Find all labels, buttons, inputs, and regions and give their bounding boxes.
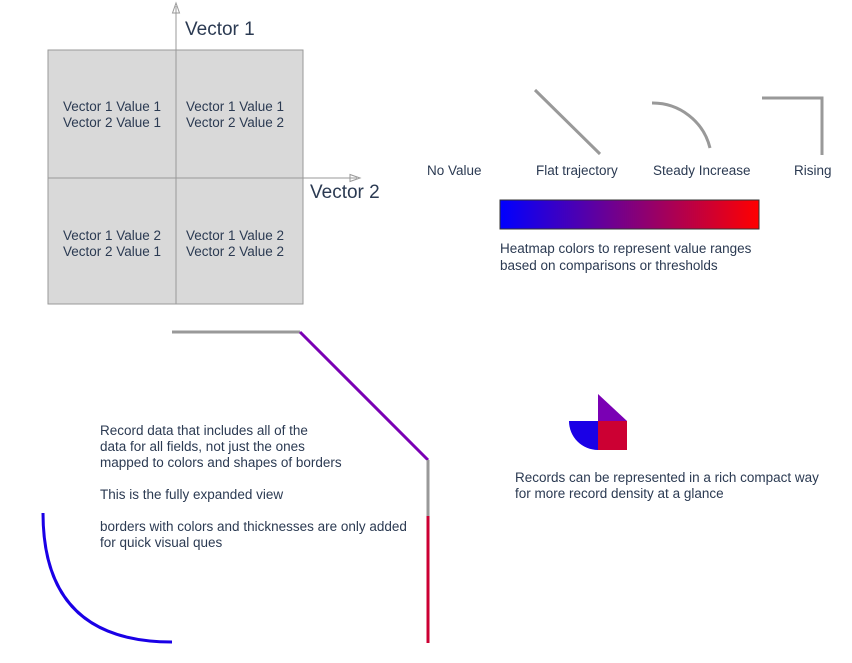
compact-caption-line-2: for more record density at a glance	[515, 486, 724, 501]
curve-icon	[652, 103, 710, 148]
quadrant-bottom-right	[186, 228, 284, 259]
legend-label-rising: Rising	[794, 163, 832, 178]
record-text-line: Record data that includes all of the	[100, 423, 308, 438]
quadrant-line-2: Vector 2 Value 2	[186, 244, 285, 259]
heatmap-gradient-bar	[500, 200, 759, 229]
quadrant-line-2: Vector 2 Value 2	[186, 115, 285, 130]
record-text-line: for quick visual ques	[100, 535, 223, 550]
quadrant-line-1: Vector 1 Value 2	[63, 228, 162, 243]
compact-record-glyph	[515, 394, 819, 501]
legend-label-steady-increase: Steady Increase	[653, 163, 751, 178]
shape-legend	[427, 90, 832, 178]
quadrant-line-1: Vector 1 Value 1	[186, 99, 285, 114]
quadrant-top-right	[186, 99, 284, 130]
record-text-line: This is the fully expanded view	[100, 487, 284, 502]
legend-label-flat-trajectory: Flat trajectory	[536, 163, 618, 178]
glyph-curve-quadrant	[569, 421, 598, 450]
quadrant-line-1: Vector 1 Value 1	[63, 99, 162, 114]
expanded-record	[43, 332, 428, 643]
heatmap-legend	[500, 200, 759, 273]
vector-1-label: Vector 1	[185, 19, 255, 40]
legend-label-no-value: No Value	[427, 163, 482, 178]
glyph-diagonal-quadrant	[598, 394, 627, 421]
heatmap-caption-line-1: Heatmap colors to represent value ranges	[500, 241, 752, 256]
compact-caption-line-1: Records can be represented in a rich compact way	[515, 470, 819, 485]
glyph-corner-quadrant	[598, 421, 627, 450]
quadrant-line-2: Vector 2 Value 1	[63, 115, 162, 130]
corner-icon	[762, 98, 822, 155]
record-diagonal-border	[300, 332, 428, 460]
quadrant-grid	[48, 3, 380, 304]
record-text-line: data for all fields, not just the ones	[100, 439, 305, 454]
record-text-line: borders with colors and thicknesses are only added	[100, 519, 407, 534]
record-text-line: mapped to colors and shapes of borders	[100, 455, 342, 470]
quadrant-top-left	[63, 99, 161, 130]
quadrant-line-1: Vector 1 Value 2	[186, 228, 285, 243]
vector-2-label: Vector 2	[310, 182, 380, 203]
diagonal-line-icon	[535, 90, 600, 154]
heatmap-caption-line-2: based on comparisons or thresholds	[500, 258, 718, 273]
quadrant-line-2: Vector 2 Value 1	[63, 244, 162, 259]
quadrant-bottom-left	[63, 228, 161, 259]
